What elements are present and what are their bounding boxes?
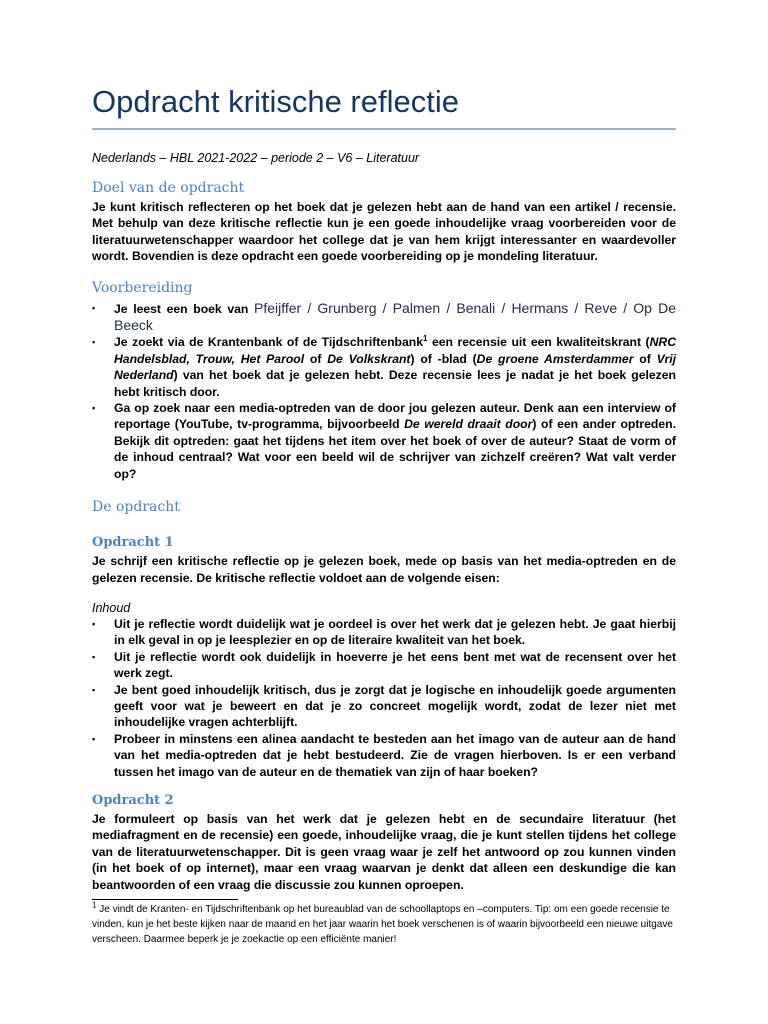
page-title: Opdracht kritische reflectie	[92, 84, 459, 119]
opdracht-1-paragraph: Je schrijf een kritische reflectie op je gelezen boek, mede op basis van het media-optreden en de gelezen recensie. De kritische reflectie voldoet aan de volgende eisen:	[92, 554, 676, 585]
list-item: ▪ Uit je reflectie wordt ook duidelijk in hoeverre je het eens bent met wat de recensent over het werk zegt.	[92, 649, 676, 681]
heading-opdracht-1: Opdracht 1	[92, 535, 174, 551]
list-item: ▪ Je zoekt via de Krantenbank of de Tijdschriftenbank$^1$ een recensie uit een kwaliteitskrant (NRC Handelsblad, Trouw, Het Parool of De Volkskrant) of -blad (De groene Amsterdammer of Vrij Nederland) van het boek dat je gelezen hebt. Deze recensie lees je nadat je het boek gelezen hebt kritisch door.	[92, 334, 677, 399]
footnote-ref: 1	[423, 334, 428, 344]
opdracht-2-paragraph: Je formuleert op basis van het werk dat je gelezen hebt en de secundaire literatuur (het mediafragment en de recensie) een goede, inhoudelijke vraag, die je kunt stellen tijdens het college van de literatuurwetenschapper. Dit is geen vraag waar je zelf het antwoord op zou kunnen vinden (in het boek of op internet), maar een vraag waarvan je denkt dat alleen een deskundige die kan beantwoorden of een vraag die discussie zou kunnen oproepen.	[92, 811, 676, 892]
inhoud-label: Inhoud	[92, 600, 131, 615]
bullet-icon: ▪	[92, 337, 96, 348]
bullet-icon: ▪	[92, 302, 96, 313]
footnote-separator	[92, 899, 238, 900]
doel-paragraph: Je kunt kritisch reflecteren op het boek dat je gelezen hebt aan de hand van een artikel / recensie. Met behulp van deze kritische reflectie kun je een goede inhoudelijke vraag voorbereiden voor de literatuurwetenschapper waardoor het college dat je van hem krijgt interessanter en waardevoller wordt. Bovendien is deze opdracht een goede voorbereiding op je mondeling literatuur.	[92, 200, 676, 264]
footnote: $^1$ Je vindt de Kranten- en Tijdschriftenbank op het bureaublad van de schoollaptops en –computers. Tip: om een goede recensie te vinden, kun je het beste kijken naar de maand en het jaar waarin het boek verschenen is of waarin bijvoorbeeld een nieuwe uitgave verscheen. Daarmee beperk je je zoekactie op een efficiënte manier!	[92, 900, 673, 945]
bullet-icon: ▪	[92, 403, 96, 414]
heading-doel: Doel van de opdracht	[92, 180, 245, 196]
bullet-icon: ▪	[92, 733, 96, 744]
list-item: ▪ Ga op zoek naar een media-optreden van de door jou gelezen auteur. Denk aan een interview of reportage (YouTube, tv-programma, bijvoorbeeld De wereld draait door) of een ander optreden. Bekijk dit optreden: gaat het tijdens het item over het boek of over de auteur? Staat de vorm of de inhoud centraal? Wat voor een beeld wil de schrijver van zichzelf creëren? Wat valt verder op?	[92, 401, 676, 481]
author-list: Pfeijffer / Grunberg / Palmen / Benali / Hermans / Reve / Op De Beeck	[114, 299, 676, 334]
voorbereiding-list	[92, 300, 676, 482]
list-item: ▪ Je bent goed inhoudelijk kritisch, dus je zorgt dat je logische en inhoudelijk goede argumenten geeft voor wat je beweert en dat je zo concreet mogelijk wordt, zodat de lezer niet met inhoudelijke vragen achterblijft.	[92, 682, 676, 730]
heading-voorbereiding: Voorbereiding	[92, 279, 193, 296]
title-underline	[92, 128, 676, 130]
list-item: ▪ Je leest een boek van Pfeijffer / Grunberg / Palmen / Benali / Hermans / Reve / Op De Beeck	[92, 299, 676, 334]
heading-opdracht: De opdracht	[92, 499, 180, 516]
inhoud-list	[92, 616, 676, 780]
footnote-number: 1	[92, 900, 97, 910]
list-item: ▪ Probeer in minstens een alinea aandacht te besteden aan het imago van de auteur aan de hand van het media-optreden dat je hebt bestudeerd. Zie de vragen hierboven. Is er een verband tussen het imago van de auteur en de thematiek van zijn of haar boeken?	[92, 731, 676, 779]
heading-opdracht-2: Opdracht 2	[92, 792, 174, 808]
course-subtitle: Nederlands – HBL 2021-2022 – periode 2 – V6 – Literatuur	[92, 151, 420, 165]
bullet-icon: ▪	[92, 651, 96, 662]
bullet-icon: ▪	[92, 618, 96, 629]
list-item: ▪ Uit je reflectie wordt duidelijk wat je oordeel is over het werk dat je gelezen hebt. Je gaat hierbij in elk geval in op je leesplezier en op de literaire kwaliteit van het boek.	[92, 616, 676, 648]
bullet-icon: ▪	[92, 684, 96, 695]
